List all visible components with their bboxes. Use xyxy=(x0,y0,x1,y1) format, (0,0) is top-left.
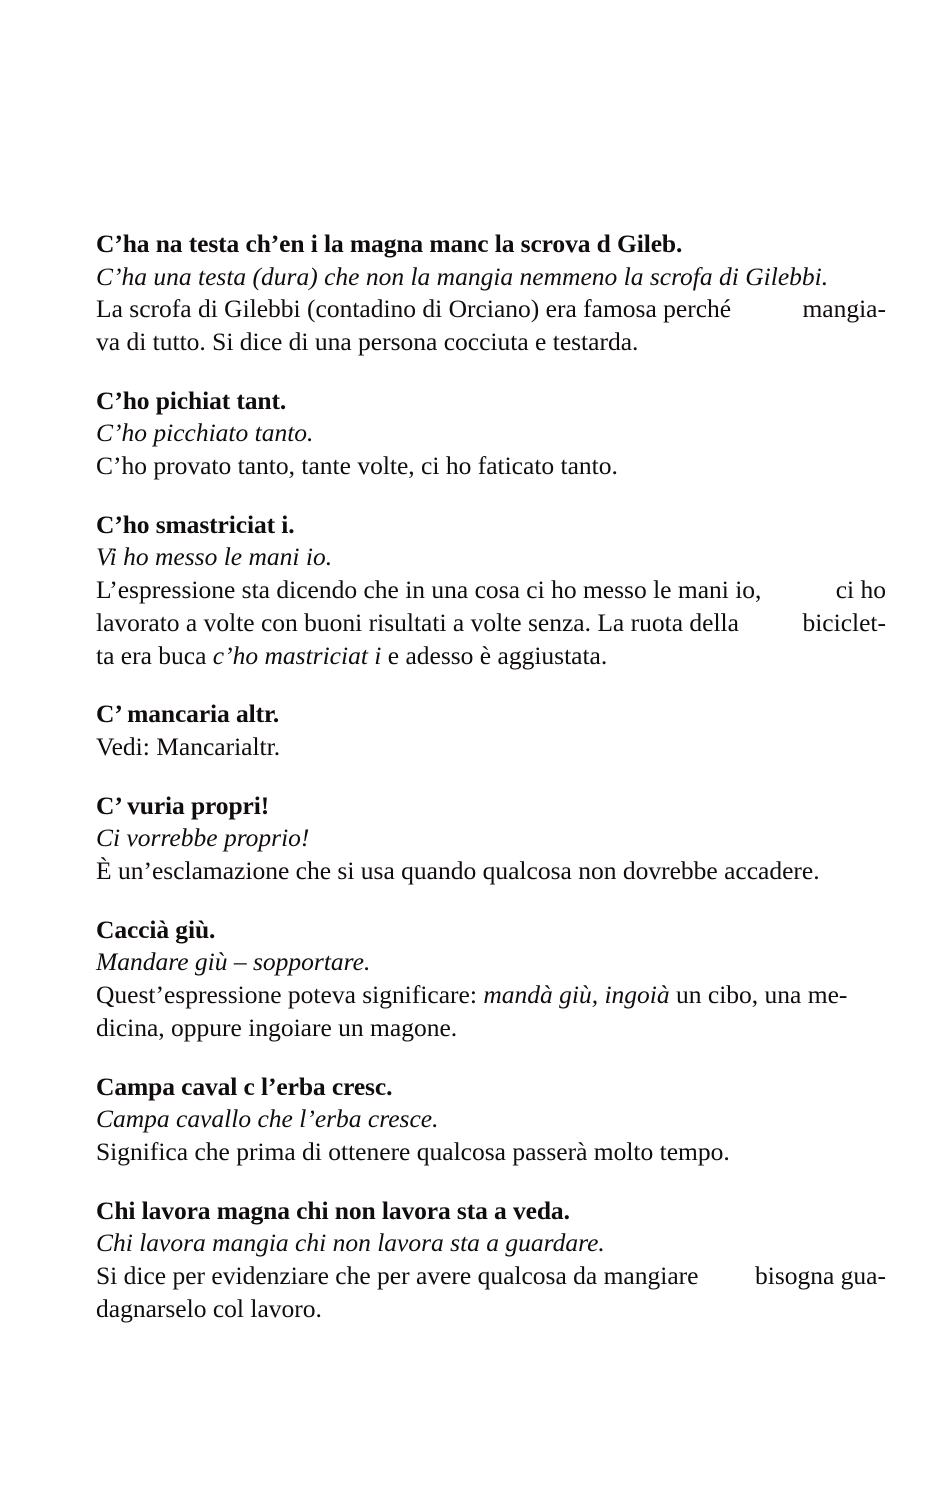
entry-explanation xyxy=(96,574,886,672)
line-text: La scrofa di Gilebbi (contadino di Orciano) era famosa perché xyxy=(96,294,732,324)
line-text-tail: un cibo, una me- xyxy=(669,980,848,1009)
explanation-line xyxy=(96,607,886,640)
glossary-entry xyxy=(96,698,886,763)
entry-explanation xyxy=(96,450,886,483)
entry-headword: C’ho smastriciat i. xyxy=(96,509,295,539)
explanation-line: dagnarselo col lavoro. xyxy=(96,1293,322,1323)
line-text-tail: e adesso è aggiustata. xyxy=(381,640,608,670)
glossary-entry xyxy=(96,1071,886,1169)
explanation-line: va di tutto. Si dice di una persona cocciuta e testarda. xyxy=(96,327,639,357)
entry-explanation xyxy=(96,855,886,888)
entry-explanation xyxy=(96,293,886,359)
explanation-line: C’ho provato tanto, tante volte, ci ho faticato tanto. xyxy=(96,451,618,481)
entry-gloss: C’ho picchiato tanto. xyxy=(96,418,314,448)
glossary-entry xyxy=(96,509,886,673)
glossary-entry xyxy=(96,1195,886,1326)
glossary-entry xyxy=(96,790,886,888)
line-text: Si dice per evidenziare che per avere qualcosa da mangiare xyxy=(96,1260,699,1290)
glossary-entries-container xyxy=(96,228,886,1325)
explanation-line xyxy=(96,979,886,1012)
entry-gloss: Campa cavallo che l’erba cresce. xyxy=(96,1104,439,1134)
entry-gloss: Mandare giù – sopportare. xyxy=(96,947,371,977)
entry-gloss: C’ha una testa (dura) che non la mangia nemmeno la scrofa di Gilebbi. xyxy=(96,261,829,291)
dialect-phrase-italic: c’ho mastriciat i xyxy=(212,640,382,670)
explanation-line xyxy=(96,574,886,607)
entry-explanation xyxy=(96,1260,886,1326)
entry-headword: C’ho pichiat tant. xyxy=(96,385,287,415)
entry-explanation xyxy=(96,731,886,764)
line-text-tail: biciclet- xyxy=(802,607,886,637)
explanation-line: dicina, oppure ingoiare un magone. xyxy=(96,1012,458,1042)
dialect-phrase-italic: mandà giù, ingoià xyxy=(483,980,670,1009)
entry-headword: C’ha na testa ch’en i la magna manc la scrova d Gileb. xyxy=(96,229,683,258)
explanation-line xyxy=(96,1260,886,1293)
entry-headword: Caccià giù. xyxy=(96,914,216,944)
explanation-line xyxy=(96,293,886,326)
line-text-tail: ci ho xyxy=(835,575,886,605)
glossary-entry xyxy=(96,914,886,1045)
glossary-entry xyxy=(96,228,886,359)
entry-gloss: Chi lavora mangia chi non lavora sta a guardare. xyxy=(96,1228,605,1258)
entry-headword: C’ vuria propri! xyxy=(96,790,270,820)
entry-explanation xyxy=(96,979,886,1045)
glossary-entry xyxy=(96,385,886,483)
explanation-line: È un’esclamazione che si usa quando qualcosa non dovrebbe accadere. xyxy=(96,855,820,885)
explanation-line: Significa che prima di ottenere qualcosa passerà molto tempo. xyxy=(96,1136,730,1166)
line-text: Quest’espressione poteva significare: xyxy=(96,980,484,1009)
line-text: lavorato a volte con buoni risultati a volte senza. La ruota della xyxy=(96,607,739,637)
entry-gloss: Vi ho messo le mani io. xyxy=(96,542,333,572)
line-text: ta era buca xyxy=(96,640,213,670)
entry-headword: Campa caval c l’erba cresc. xyxy=(96,1071,393,1101)
explanation-line-cross-reference: Vedi: Mancarialtr. xyxy=(96,731,281,761)
entry-headword: C’ mancaria altr. xyxy=(96,699,280,729)
entry-gloss: Ci vorrebbe proprio! xyxy=(96,823,310,853)
entry-explanation xyxy=(96,1136,886,1169)
line-text-tail: mangia- xyxy=(802,294,886,324)
line-text-tail: bisogna gua- xyxy=(754,1260,886,1290)
line-text: L’espressione sta dicendo che in una cosa ci ho messo le mani io, xyxy=(96,575,762,605)
entry-headword: Chi lavora magna chi non lavora sta a veda. xyxy=(96,1195,570,1225)
explanation-line xyxy=(96,640,886,673)
